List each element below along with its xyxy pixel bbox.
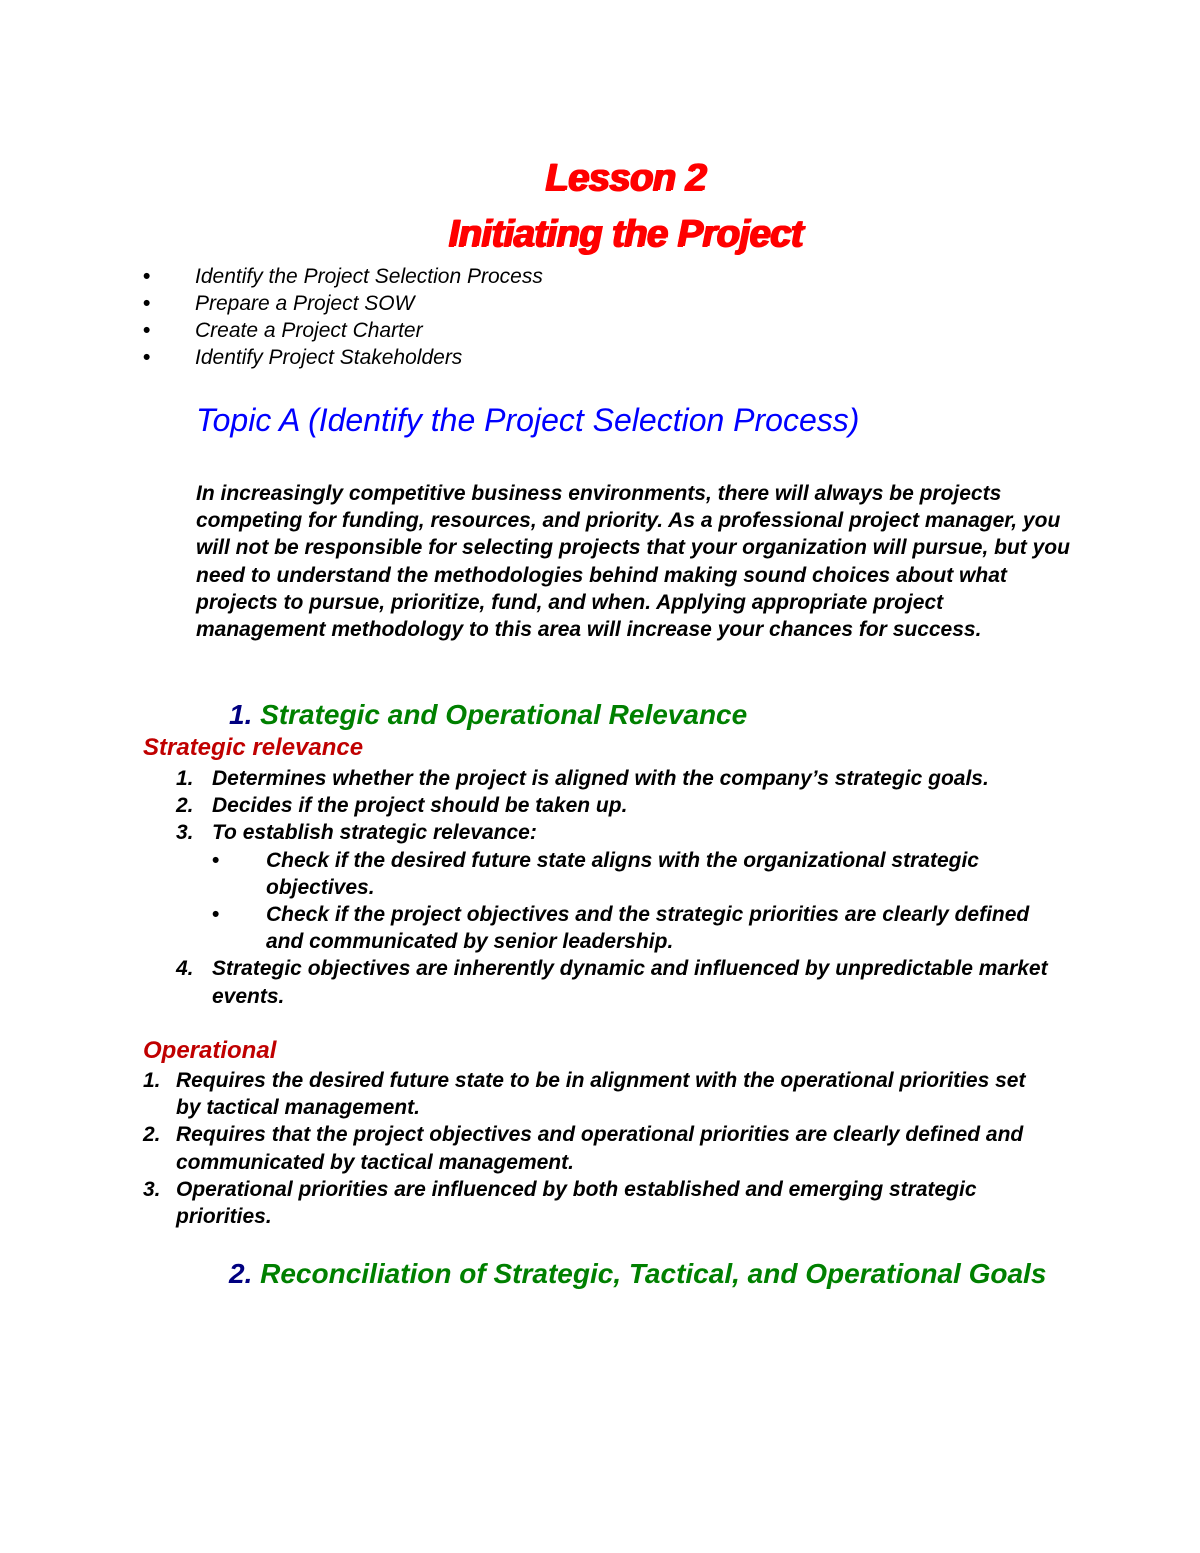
lesson-objectives-list xyxy=(143,263,543,371)
lesson-number: Lesson 2 xyxy=(544,157,706,199)
strategic-relevance-sublist xyxy=(212,847,1056,956)
objective-item xyxy=(143,317,543,344)
section-heading xyxy=(229,1256,1129,1291)
list-item xyxy=(143,1067,1043,1121)
item-number: 2. xyxy=(176,794,194,818)
bullet-icon: • xyxy=(143,346,151,369)
item-text: Decides if the project should be taken up. xyxy=(212,794,628,818)
operational-list xyxy=(143,1067,1043,1230)
item-number: 2. xyxy=(143,1123,161,1147)
list-item xyxy=(176,955,1056,1009)
topic-heading: Topic A (Identify the Project Selection Process) xyxy=(196,402,860,438)
item-text: Strategic objectives are inherently dynamic and influenced by unpredictable market events. xyxy=(212,957,1048,1008)
bullet-icon: • xyxy=(212,903,220,927)
list-item xyxy=(176,792,1056,819)
section-number: 1. xyxy=(229,699,253,730)
list-item xyxy=(176,765,1056,792)
item-text: To establish strategic relevance: xyxy=(212,821,537,845)
item-number: 3. xyxy=(143,1177,161,1201)
objective-text: Create a Project Charter xyxy=(195,319,423,342)
strategic-relevance-heading: Strategic relevance xyxy=(143,734,364,761)
item-number: 4. xyxy=(176,957,194,981)
operational-heading: Operational xyxy=(143,1037,277,1064)
bullet-icon: • xyxy=(143,319,151,342)
bullet-icon: • xyxy=(212,848,220,872)
section-title: Reconciliation of Strategic, Tactical, and Operational Goals xyxy=(260,1258,1047,1289)
item-number: 1. xyxy=(143,1069,161,1092)
objective-item xyxy=(143,263,543,290)
item-number: 3. xyxy=(176,821,194,845)
bullet-icon: • xyxy=(143,292,151,315)
objective-text: Identify Project Stakeholders xyxy=(195,346,463,369)
list-item xyxy=(176,819,1056,955)
sublist-item xyxy=(212,847,1056,901)
section-number: 2. xyxy=(229,1258,253,1289)
item-text: Operational priorities are influenced by both established and emerging strategic priorities. xyxy=(176,1177,977,1229)
lesson-title xyxy=(0,150,1200,262)
item-text: Requires the desired future state to be in alignment with the operational priorities set by tactical management. xyxy=(176,1069,1026,1120)
sublist-text: Check if the project objectives and the strategic priorities are clearly defined and communicated by senior leadership. xyxy=(266,903,1030,954)
sublist-text: Check if the desired future state aligns with the organizational strategic objectives. xyxy=(266,848,979,899)
section-title: Strategic and Operational Relevance xyxy=(260,699,748,730)
section-heading xyxy=(229,697,747,732)
strategic-relevance-list xyxy=(176,765,1056,1010)
bullet-icon: • xyxy=(143,265,151,288)
objective-item xyxy=(143,344,543,371)
item-text: Determines whether the project is aligned with the company’s strategic goals. xyxy=(212,767,989,790)
objective-item xyxy=(143,290,543,317)
sublist-item xyxy=(212,901,1056,955)
item-number: 1. xyxy=(176,767,194,790)
intro-paragraph: In increasingly competitive business environments, there will always be projects competing for funding, resources, and priority. As a professional project manager, you will not be responsible for selecting projects that your organization will pursue, but you need to understand the methodologies behind making sound choices about what projects to pursue, prioritize, fund, and when. Applying appropriate project management methodology to this area will increase your chances for success. xyxy=(196,482,1070,642)
list-item xyxy=(143,1176,1043,1230)
objective-text: Identify the Project Selection Process xyxy=(195,265,543,288)
lesson-name: Initiating the Project xyxy=(447,213,803,255)
objective-text: Prepare a Project SOW xyxy=(195,292,415,315)
list-item xyxy=(143,1121,1043,1175)
item-text: Requires that the project objectives and operational priorities are clearly defined and communicated by tactical management. xyxy=(176,1123,1024,1174)
